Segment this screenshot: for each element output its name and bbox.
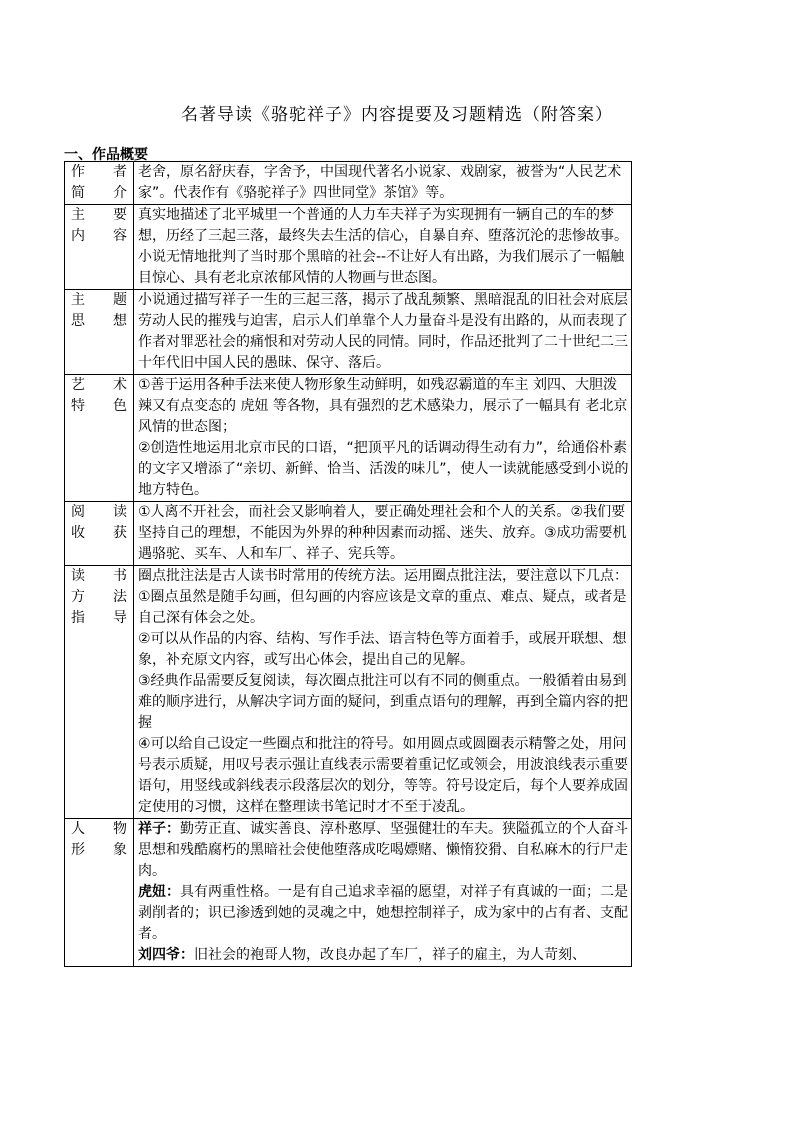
character-entry — [138, 819, 629, 882]
character-entry — [138, 945, 629, 966]
row-label: 阅 读 收获 — [65, 502, 134, 566]
row-label: 读 书 方 法 指导 — [65, 566, 134, 819]
table-row — [65, 819, 632, 967]
character-name: 刘四爷： — [138, 947, 194, 963]
character-description: 具有两重性格。一是有自己追求幸福的愿望，对祥子有真诚的一面；二是剥削者的；识已渗透到她的灵魂之中，她想控制祥子，成为家中的占有者、支配者。 — [138, 884, 628, 942]
row-label: 主 题 思想 — [65, 290, 134, 375]
table-row — [65, 502, 632, 566]
section-heading: 一、作品概要 — [64, 147, 148, 163]
row-content: ①人离不开社会，而社会又影响着人，要正确处理社会和个人的关系。②我们要坚持自己的理想，不能因为外界的种种因素而动摇、迷失、放弃。③成功需要机遇骆驼、买车、人和车厂、祥子、宪兵等。 — [134, 502, 632, 566]
row-label: 人 物 形象 — [65, 819, 134, 967]
row-content: 圈点批注法是古人读书时常用的传统方法。运用圈点批注法，要注意以下几点： ①圈点虽然是随手勾画，但勾画的内容应该是文章的重点、难点、疑点，或者是自己深有体会之处。 ②可以从作品的内容、结构、写作手法、语言特色等方面着手，或展开联想、想象，补充原文内容，或写出心体会，提出自己的见解。 ③经典作品需要反复阅读，每次圈点批注可以有不同的侧重点。一般循着由易到难的顺序进行，从解决字词方面的疑问，到重点语句的理解，再到全篇内容的把握 ④可以给自己设定一些圈点和批注的符号。如用圆点或圆圈表示精警之处，用问号表示质疑，用叹号表示强让直线表示需要着重记忆或领会，用波浪线表示重要语句，用竖线或斜线表示段落层次的划分，等等。符号设定后，每个人要养成固定使用的习惯，这样在整理读书笔记时才不至于凌乱。 — [134, 566, 632, 819]
document-title: 名著导读《骆驼祥子》内容提要及习题精选（附答案） — [181, 105, 613, 125]
character-description: 旧社会的袍哥人物，改良办起了车厂，祥子的雇主，为人苛刻、 — [194, 947, 586, 963]
table-row — [65, 290, 632, 375]
table-row — [65, 205, 632, 290]
row-content: ①善于运用各种手法来使人物形象生动鲜明，如残忍霸道的车主 刘四、大胆泼辣又有点变态的 虎妞 等各物，具有强烈的艺术感染力，展示了一幅具有 老北京风情的世态图； ②创造性地运用北京市民的口语，“把顶平凡的话调动得生动有力”，给通俗朴素的文字又增添了“亲切、新鲜、恰当、活泼的味儿”，使人一读就能感受到小说的地方特色。 — [134, 375, 632, 502]
table-row — [65, 162, 632, 205]
character-entry — [138, 882, 629, 945]
character-name: 祥子： — [138, 821, 180, 837]
row-content: 老舍，原名舒庆春，字舍予，中国现代著名小说家、戏剧家，被誉为“人民艺术家”。代表作有《骆驼祥子》四世同堂》茶馆》等。 — [134, 162, 632, 205]
character-name: 虎妞： — [138, 884, 180, 900]
table-row — [65, 375, 632, 502]
row-content — [134, 819, 632, 967]
row-content: 真实地描述了北平城里一个普通的人力车夫祥子为实现拥有一辆自己的车的梦想，历经了三起三落，最终失去生活的信心，自暴自弃、堕落沉沦的悲惨故事。小说无情地批判了当时那个黑暗的社会--不让好人有出路，为我们展示了一幅触目惊心、具有老北京浓郁风情的人物画与世态图。 — [134, 205, 632, 290]
character-description: 勤劳正直、诚实善良、淳朴憨厚、坚强健壮的车夫。狭隘孤立的个人奋斗思想和残酷腐朽的黑暗社会使他堕落成吃喝嫖赌、懒惰狡猾、自私麻木的行尸走肉。 — [138, 821, 628, 879]
row-content: 小说通过描写祥子一生的三起三落，揭示了战乱频繁、黑暗混乱的旧社会对底层劳动人民的摧残与迫害，启示人们单靠个人力量奋斗是没有出路的，从而表现了作者对罪恶社会的痛恨和对劳动人民的同情。同时，作品还批判了二十世纪二三十年代旧中国人民的愚昧、保守、落后。 — [134, 290, 632, 375]
row-label: 主 要 内容 — [65, 205, 134, 290]
row-label: 艺 术 特色 — [65, 375, 134, 502]
row-label: 作 者 简 介 — [65, 162, 134, 205]
summary-table — [64, 161, 632, 967]
table-row — [65, 566, 632, 819]
